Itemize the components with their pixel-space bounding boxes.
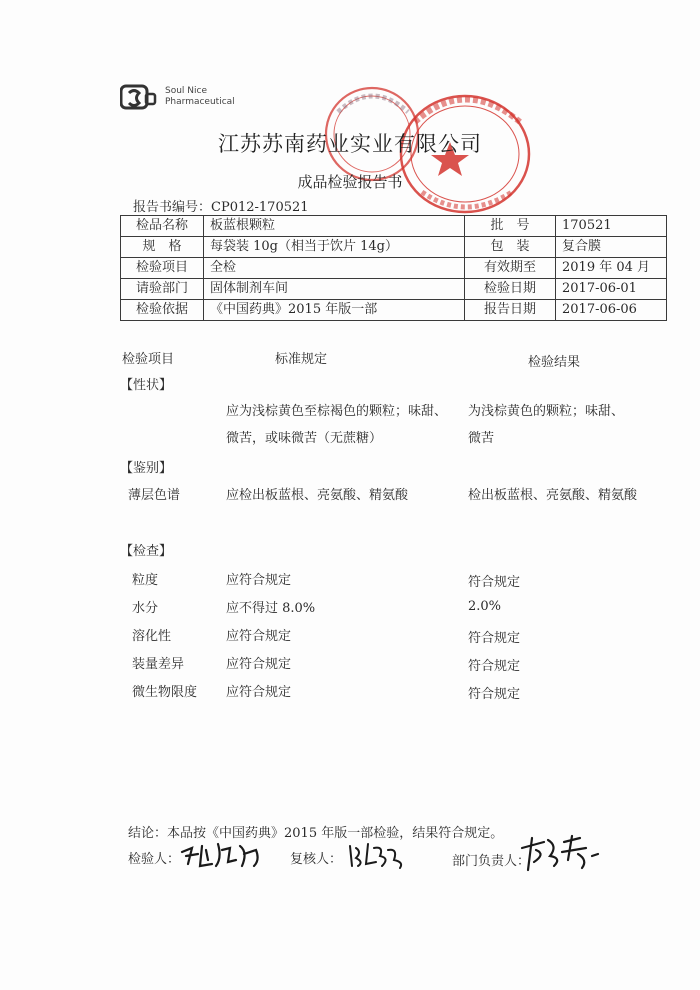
identification-standard: 应检出板蓝根、亮氨酸、精氨酸 — [226, 488, 409, 503]
table-cell: 2017-06-06 — [556, 300, 667, 321]
table-row — [121, 300, 667, 321]
table-cell: 检品名称 — [121, 216, 204, 237]
section-identification: 【鉴别】 — [120, 461, 173, 476]
section-character: 【性状】 — [120, 378, 173, 393]
table-cell: 规 格 — [121, 237, 204, 258]
table-row — [121, 279, 667, 300]
inspection-item: 溶化性 — [132, 629, 172, 644]
table-row — [121, 258, 667, 279]
inspection-result: 符合规定 — [468, 687, 521, 702]
table-row — [121, 216, 667, 237]
table-cell: 固体制剂车间 — [204, 279, 465, 300]
table-cell: 检验项目 — [121, 258, 204, 279]
inspector-label: 检验人： — [128, 852, 181, 867]
table-cell: 复合膜 — [556, 237, 667, 258]
table-cell: 检验日期 — [465, 279, 556, 300]
logo-text — [165, 86, 235, 108]
section-inspection: 【检查】 — [120, 544, 173, 559]
table-cell: 全检 — [204, 258, 465, 279]
inspection-result: 符合规定 — [468, 631, 521, 646]
header-item: 检验项目 — [122, 352, 175, 367]
inspection-item: 微生物限度 — [132, 685, 198, 700]
inspection-standard: 应符合规定 — [226, 629, 292, 644]
inspection-item: 粒度 — [132, 573, 159, 588]
identification-item: 薄层色谱 — [128, 488, 181, 503]
reviewer-label: 复核人： — [290, 852, 343, 867]
table-cell: 包 装 — [465, 237, 556, 258]
reviewer-signature-icon — [344, 838, 414, 870]
inspection-result: 符合规定 — [468, 575, 521, 590]
table-cell: 2017-06-01 — [556, 279, 667, 300]
product-info-table — [120, 215, 667, 321]
inspection-standard: 应不得过 8.0% — [226, 601, 316, 616]
table-cell: 请验部门 — [121, 279, 204, 300]
document-title: 成品检验报告书 — [297, 173, 403, 191]
table-cell: 板蓝根颗粒 — [204, 216, 465, 237]
inspection-standard: 应符合规定 — [226, 573, 292, 588]
header-standard: 标准规定 — [275, 352, 328, 367]
inspection-result: 2.0% — [468, 599, 502, 614]
inspection-item: 装量差异 — [132, 657, 185, 672]
logo-line-1: Soul Nice — [165, 86, 208, 96]
table-cell: 2019 年 04 月 — [556, 258, 667, 279]
table-row — [121, 237, 667, 258]
header-result: 检验结果 — [528, 355, 581, 370]
table-cell: 检验依据 — [121, 300, 204, 321]
table-cell: 170521 — [556, 216, 667, 237]
inspection-item: 水分 — [132, 601, 159, 616]
department-head-label: 部门负责人： — [452, 854, 531, 869]
inspector-signature-icon — [178, 838, 266, 870]
table-cell: 《中国药典》2015 年版一部 — [204, 300, 465, 321]
company-name: 江苏苏南药业实业有限公司 — [218, 132, 482, 156]
report-number-label: 报告书编号： — [133, 200, 212, 215]
table-cell: 每袋装 10g（相当于饮片 14g） — [204, 237, 465, 258]
table-cell: 有效期至 — [465, 258, 556, 279]
report-number — [133, 196, 309, 215]
logo-line-2: Pharmaceutical — [165, 97, 235, 107]
inspection-standard: 应符合规定 — [226, 657, 292, 672]
identification-result: 检出板蓝根、亮氨酸、精氨酸 — [468, 488, 638, 503]
inspection-result: 符合规定 — [468, 659, 521, 674]
department-head-signature-icon — [518, 830, 608, 874]
company-logo-icon — [120, 84, 160, 112]
character-standard: 应为浅棕黄色至棕褐色的颗粒；味甜、微苦，或味微苦（无蔗糖） — [226, 404, 448, 446]
table-cell: 批 号 — [465, 216, 556, 237]
report-number-value: CP012-170521 — [211, 200, 309, 215]
inspection-standard: 应符合规定 — [226, 685, 292, 700]
table-cell: 报告日期 — [465, 300, 556, 321]
character-result: 为浅棕黄色的颗粒；味甜、微苦 — [468, 404, 625, 446]
conclusion: 结论：本品按《中国药典》2015 年版一部检验，结果符合规定。 — [128, 826, 504, 841]
